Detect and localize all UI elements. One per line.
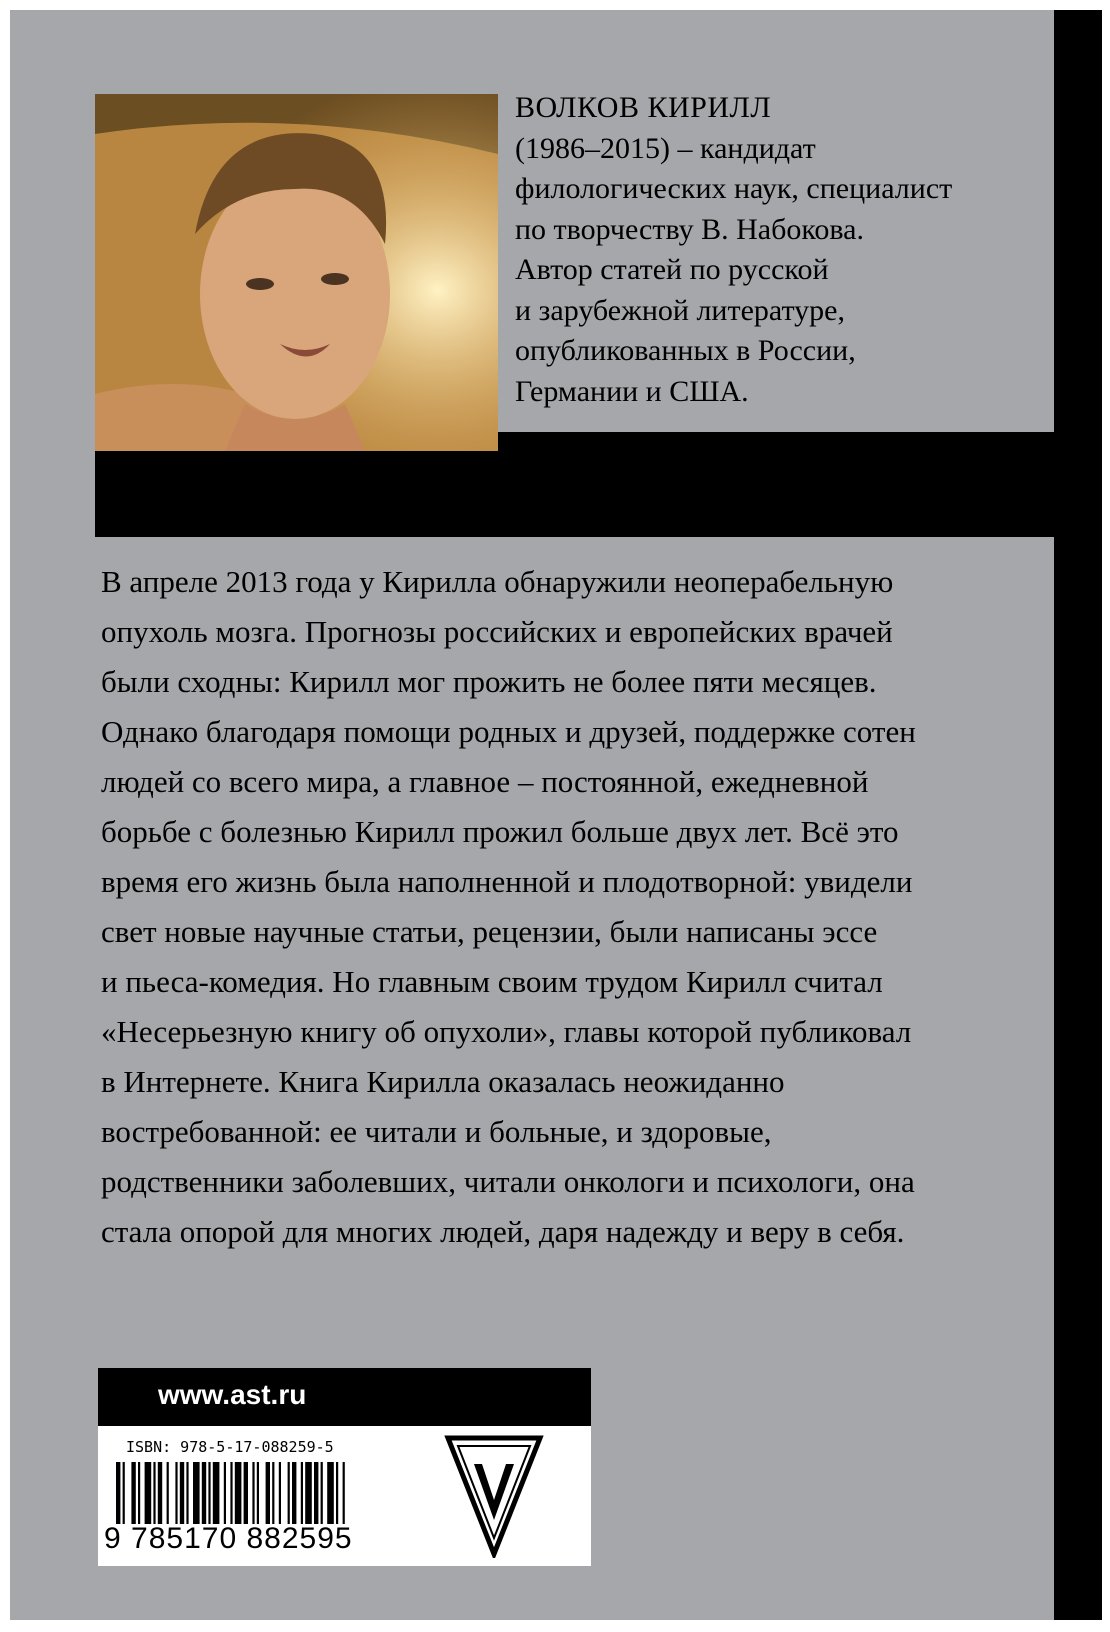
author-name: ВОЛКОВ КИРИЛЛ [515,91,772,124]
description-line: В апреле 2013 года у Кирилла обнаружили неоперабельную [101,564,894,599]
description-line: время его жизнь была наполненной и плодотворной: увидели [101,864,913,899]
description-line: родственники заболевших, читали онкологи и психологи, она [101,1164,915,1199]
author-photo [95,94,498,451]
barcode-digits: 9 785170 882595 [104,1522,353,1555]
bio-line: филологических наук, специалист [515,172,953,205]
description-line: «Несерьезную книгу об опухоли», главы которой публиковал [101,1014,912,1049]
description-line: в Интернете. Книга Кирилла оказалась неожиданно [101,1064,785,1099]
description-line: стала опорой для многих людей, даря надежду и веру в себя. [101,1214,905,1249]
book-description [101,557,1001,1257]
description-line: свет новые научные статьи, рецензии, были написаны эссе [101,914,878,949]
bio-line: Автор статей по русской [515,253,829,286]
description-line: опухоль мозга. Прогнозы российских и европейских врачей [101,614,893,649]
author-bio [515,88,1045,412]
publisher-url-bar [98,1368,591,1426]
isbn-label: ISBN: 978-5-17-088259-5 [126,1438,334,1456]
description-line: и пьеса-комедия. Но главным своим трудом Кирилл считал [101,964,883,999]
bio-line: Германии и США. [515,374,749,408]
v-triangle-icon [444,1434,544,1558]
bio-line: и зарубежной литературе, [515,293,845,327]
spine-stripe [1054,10,1102,1620]
bio-line: по творчеству В. Набокова. [515,212,864,246]
barcode-icon [116,1462,446,1524]
description-line: людей со всего мира, а главное – постоянной, ежедневной [101,764,869,799]
publisher-url: www.ast.ru [158,1379,307,1410]
description-line: Однако благодаря помощи родных и друзей, поддержке сотен [101,714,916,749]
bio-line: (1986–2015) – кандидат [515,131,816,165]
bio-line: опубликованных в России, [515,334,856,367]
barcode-panel [98,1426,591,1566]
description-line: были сходны: Кирилл мог прожить не более пяти месяцев. [101,664,877,699]
description-line: борьбе с болезнью Кирилл прожил больше двух лет. Всё это [101,814,899,849]
description-line: востребованной: ее читали и больные, и здоровые, [101,1114,772,1149]
